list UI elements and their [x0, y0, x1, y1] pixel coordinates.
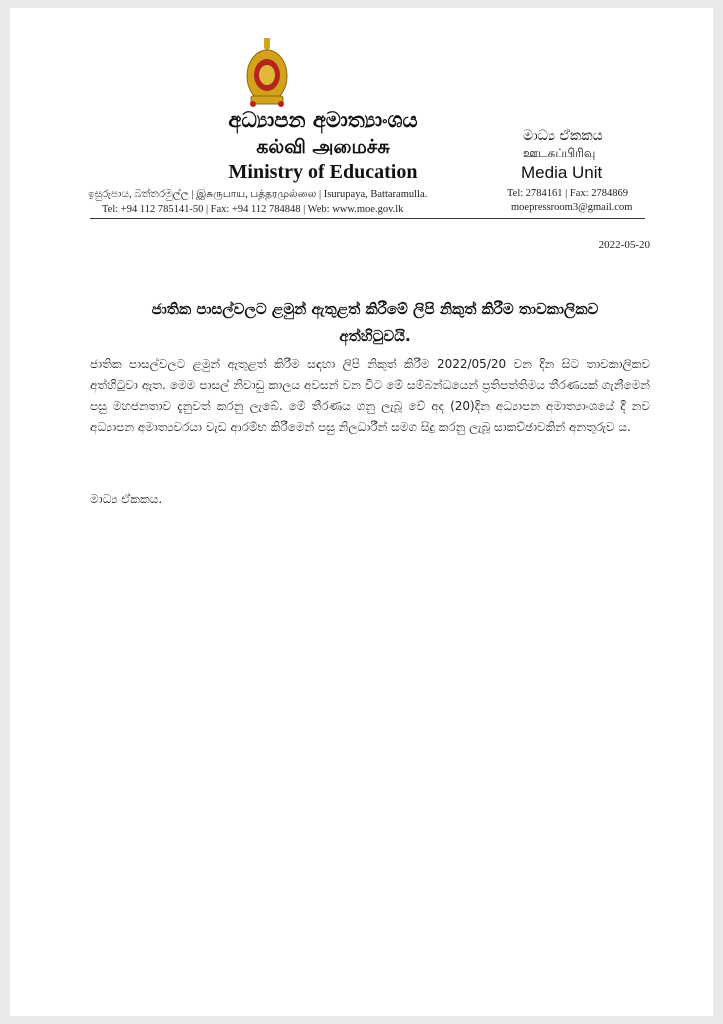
media-unit-phone: Tel: 2784161 | Fax: 2784869: [507, 188, 628, 199]
press-release-headline: ජාතික පාසල්වලට ළමුන් ඇතුළත් කිරීමේ ලිපි නිකුත් කිරීම තාවකාලිකව අත්හිටුවයි.: [151, 300, 599, 345]
release-date: 2022-05-20: [598, 239, 650, 251]
ministry-name-english: Ministry of Education: [228, 161, 418, 183]
ministry-name-sinhala: අධ්‍යාපන අමාත්‍යාංශය: [228, 108, 418, 132]
press-release-body: ජාතික පාසල්වලට ළමුන් ඇතුළත් කිරීම සඳහා ලිපි නිකුත් කිරීම 2022/05/20 වන දින සිට තාවකාලිකව අත්හිටුවා ඇත. මෙම පාසල් නිවාඩු කාලය අවසන් වන විට මේ සම්බන්ධයෙන් ප්‍රතිපත්තිමය තීරණයක් ගැනීමෙන් පසු මහජනතාව දැනුවත් කරනු ලැබේ. මේ තීරණය ගනු ලැබූ වේ අද (20)දින අධ්‍යාපන අමාත්‍යාංශයේ දී නව අධ්‍යාපන අමාත්‍යවරයා වැඩ ආරම්භ කිරීමෙන් පසු නිලධාරීන් සමග සිදු කරනු ලැබූ සාකච්ඡාවකින් අනතුරුව ය.: [90, 357, 650, 434]
media-unit-sinhala: මාධ්‍ය ඒකකය: [523, 128, 603, 144]
press-release-signature: මාධ්‍ය ඒකකය.: [90, 492, 163, 506]
ministry-name-tamil: கல்வி அமைச்சு: [256, 136, 390, 158]
header-divider: [90, 218, 645, 219]
document-page: [10, 8, 713, 1016]
media-unit-email: moepressroom3@gmail.com: [511, 202, 633, 213]
media-unit-english: Media Unit: [521, 163, 603, 182]
media-unit-tamil: ஊடகப்பிரிவு: [523, 146, 596, 160]
ministry-address: ඉසුරුපාය, බත්තරමුල්ල | இசுருபாய, பத்தரமுல்லை | Isurupaya, Battaramulla.: [88, 189, 428, 200]
sri-lanka-emblem-icon: [245, 38, 289, 108]
ministry-contact: Tel: +94 112 785141-50 | Fax: +94 112 784848 | Web: www.moe.gov.lk: [102, 204, 404, 215]
